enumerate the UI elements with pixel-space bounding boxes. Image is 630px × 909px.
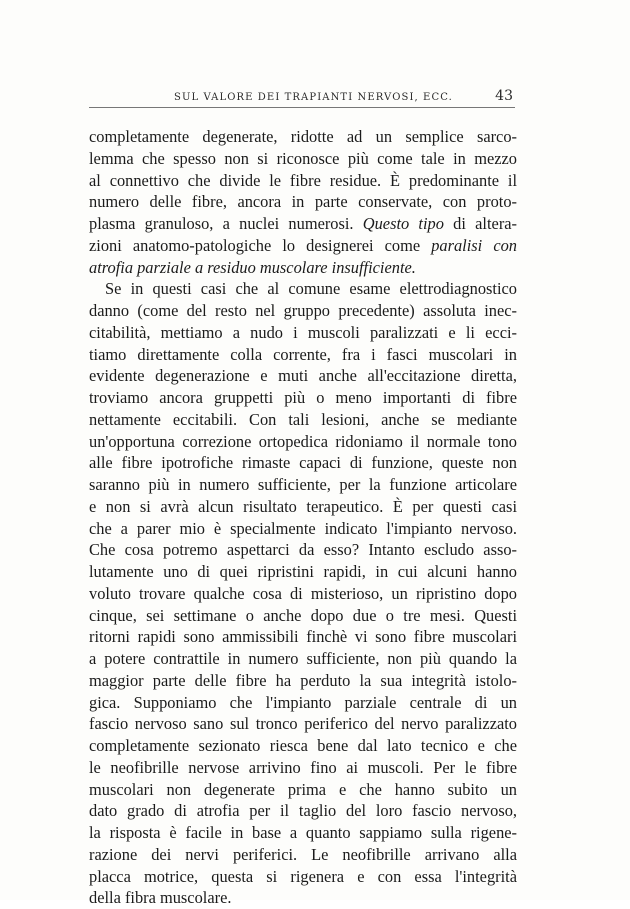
text-line: [89, 539, 517, 561]
text-segment: la risposta è facile in base a quanto sappiamo sulla rigene-: [89, 823, 517, 842]
text-line: [89, 561, 517, 583]
text-line: [89, 365, 517, 387]
text-segment: placca motrice, questa si rigenera e con essa l'integrità: [89, 866, 517, 886]
page-number: 43: [495, 88, 513, 104]
text-segment: tiamo direttamente colla corrente, fra i fasci muscolari in: [89, 344, 517, 364]
header-rule: [89, 107, 515, 108]
text-line: [89, 713, 517, 735]
text-segment: gica. Supponiamo che l'impianto parziale centrale di un: [89, 692, 517, 712]
text-segment: lemma che spesso non si riconosce più come tale in mezzo: [89, 148, 517, 168]
text-segment: nettamente eccitabili. Con tali lesioni, anche se mediante: [89, 409, 517, 429]
text-segment: a potere contrattile in numero sufficiente, non più quando la: [89, 649, 517, 668]
text-segment: voluto trovare qualche cosa di misterioso, un ripristino dopo: [89, 583, 517, 603]
text-segment: cinque, sei settimane o anche dopo due o tre mesi. Questi: [89, 605, 517, 625]
text-line: [89, 844, 517, 866]
text-line: [89, 626, 517, 648]
running-head: SUL VALORE DEI TRAPIANTI NERVOSI, ECC.: [174, 92, 453, 103]
text-segment: dato grado di atrofia per il taglio del loro fascio nervoso,: [89, 801, 517, 821]
text-segment: troviamo ancora gruppetti più o meno importanti di fibre: [89, 388, 517, 407]
text-line: [89, 692, 517, 714]
text-line: [89, 387, 517, 409]
text-line: [89, 735, 517, 757]
text-segment: e non si avrà alcun risultato terapeutico. È per questi casi: [89, 496, 517, 516]
text-line: [89, 670, 517, 692]
page-header: [89, 86, 515, 108]
text-segment: completamente sezionato riesca bene dal lato tecnico e che: [89, 736, 517, 755]
text-segment: che a parer mio è specialmente indicato l'impianto nervoso.: [89, 518, 517, 538]
text-segment: zioni anatomo-patologiche lo designerei come: [89, 235, 432, 255]
text-segment: Che cosa potremo aspettarci da esso? Intanto escludo asso-: [89, 540, 517, 560]
text-segment: ritorni rapidi sono ammissibili finchè vi sono fibre muscolari: [89, 627, 517, 647]
text-line: [89, 170, 517, 192]
text-segment: muscolari non degenerate prima e che hanno subito un: [89, 779, 517, 799]
text-segment: numero delle fibre, ancora in parte conservate, con proto-: [89, 192, 517, 212]
text-segment: alle fibre ipotrofiche rimaste capaci di funzione, queste non: [89, 453, 517, 473]
text-line: [89, 213, 517, 235]
text-segment: razione dei nervi periferici. Le neofibrille arrivano alla: [89, 844, 517, 864]
italic-text-segment: Questo tipo: [362, 214, 444, 233]
text-line: [89, 605, 517, 627]
text-line: [89, 779, 517, 801]
body-text: [89, 126, 517, 909]
text-line: [89, 496, 517, 518]
text-line: [89, 452, 517, 474]
text-segment: evidente degenerazione e muti anche all'eccitazione diretta,: [89, 366, 517, 386]
text-line: [89, 148, 517, 170]
text-segment: plasma granuloso, a nuclei numerosi.: [89, 214, 363, 233]
text-segment: lutamente uno di quei ripristini rapidi, in cui alcuni hanno: [89, 562, 517, 581]
text-line: [89, 235, 517, 257]
text-segment: di altera-: [443, 214, 518, 233]
text-line: [89, 191, 517, 213]
text-segment: della fibra muscolare.: [89, 888, 232, 908]
italic-text-segment: paralisi con: [431, 235, 517, 255]
text-line: [89, 344, 517, 366]
text-line: [89, 648, 517, 670]
text-line: [89, 257, 517, 279]
text-segment: un'opportuna correzione ortopedica ridoniamo il normale tono: [89, 431, 517, 451]
text-line: [89, 757, 517, 779]
text-line: [89, 409, 517, 431]
text-segment: fascio nervoso sano sul tronco periferico del nervo paralizzato: [89, 714, 517, 734]
italic-text-segment: atrofia parziale a residuo muscolare insufficiente.: [89, 257, 416, 277]
text-segment: saranno più in numero sufficiente, per la funzione articolare: [89, 475, 517, 494]
text-line: [89, 126, 517, 148]
text-line: [89, 322, 517, 344]
text-segment: le neofibrille nervose arrivino fino ai muscoli. Per le fibre: [89, 757, 517, 777]
text-line: [89, 583, 517, 605]
text-line: [89, 822, 517, 844]
text-line: [89, 518, 517, 540]
text-segment: maggior parte delle fibre ha perduto la sua integrità istolo-: [89, 670, 517, 690]
text-line: [89, 800, 517, 822]
text-line: [89, 278, 517, 300]
text-segment: citabilità, mettiamo a nudo i muscoli paralizzati e li ecci-: [89, 322, 517, 342]
text-segment: al connettivo che divide le fibre residue. È predominante il: [89, 170, 517, 190]
text-line: [89, 474, 517, 496]
text-line: [89, 431, 517, 453]
text-segment: danno (come del resto nel gruppo precedente) assoluta inec-: [89, 301, 517, 320]
text-line: [89, 300, 517, 322]
text-line: [89, 866, 517, 888]
text-line: [89, 887, 517, 909]
text-segment: completamente degenerate, ridotte ad un semplice sarco-: [89, 127, 517, 146]
text-segment: Se in questi casi che al comune esame elettrodiagnostico: [105, 279, 517, 299]
